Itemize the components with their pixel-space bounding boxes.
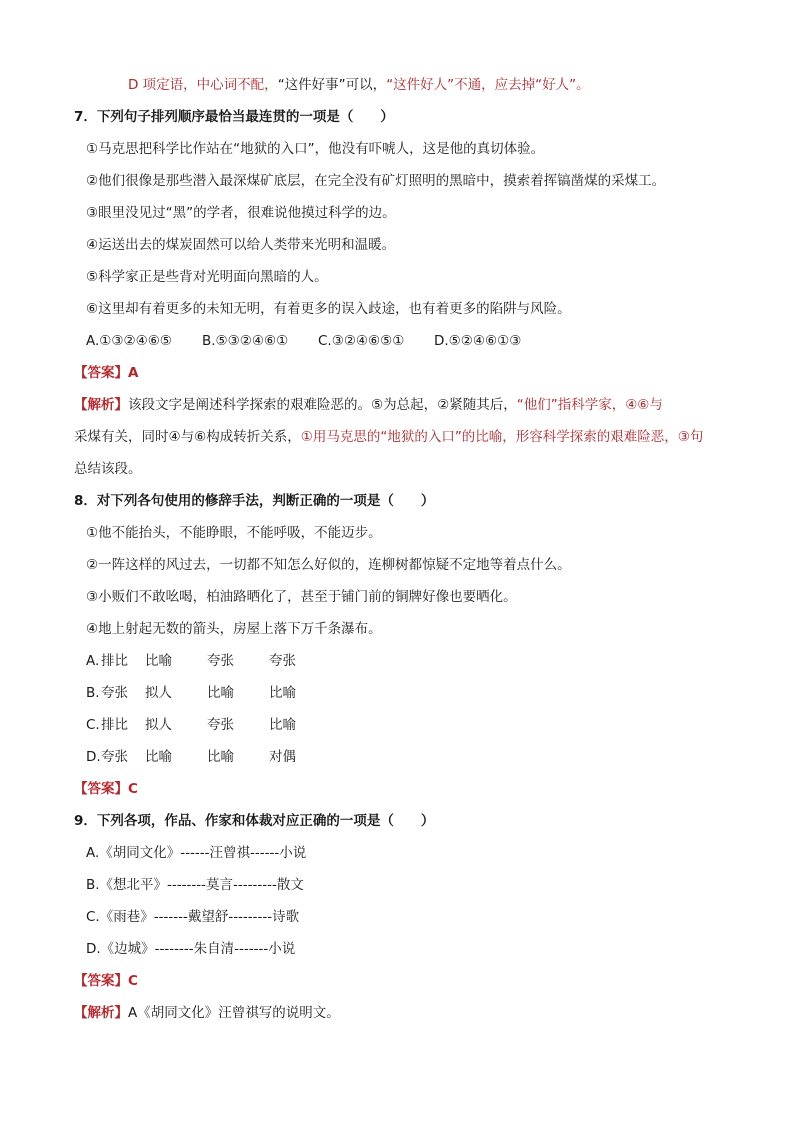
q8-option-c-item-1: 排比 bbox=[101, 717, 128, 733]
q8-option-b-letter: B. bbox=[86, 685, 100, 701]
q8-option-a-letter: A. bbox=[86, 653, 100, 669]
q7-analysis-1-black: 该段文字是阐述科学探索的艰难险恶的。⑤为总起，②紧随其后， bbox=[128, 397, 517, 413]
q8-stem: 8．对下列各句使用的修辞手法，判断正确的一项是（ ） bbox=[74, 493, 435, 509]
q8-sentence-4: ④地上射起无数的箭头，房屋上落下万千条瀑布。 bbox=[86, 621, 382, 637]
q7-answer bbox=[74, 363, 138, 383]
q9-stem: 9．下列各项，作品、作家和体裁对应正确的一项是（ ） bbox=[74, 813, 435, 829]
q9-answer-value: C bbox=[128, 973, 138, 989]
q7-analysis-2-black: 采煤有关，同时④与⑥构成转折关系， bbox=[74, 429, 301, 445]
q7-option-d: D.⑤②④⑥①③ bbox=[434, 333, 522, 349]
q8-option-b-item-2: 拟人 bbox=[145, 685, 172, 701]
q8-option-a-item-3: 夸张 bbox=[207, 653, 234, 669]
q8-sentence-1: ①他不能抬头，不能睁眼，不能呼吸，不能迈步。 bbox=[86, 525, 382, 541]
q8-option-a-item-1: 排比 bbox=[101, 653, 128, 669]
q8-option-c bbox=[86, 715, 296, 735]
q9-answer bbox=[74, 971, 138, 991]
q7-stem: 7．下列句子排列顺序最恰当最连贯的一项是（ ） bbox=[74, 109, 394, 125]
q7-sentence-4: ④运送出去的煤炭固然可以给人类带来光明和温暖。 bbox=[86, 237, 396, 253]
q8-option-a-item-2: 比喻 bbox=[145, 653, 172, 669]
q8-option-c-item-4: 比喻 bbox=[269, 717, 296, 733]
q9-analysis-label: 【解析】 bbox=[74, 1005, 128, 1021]
q7-option-a: A.①③②④⑥⑤ bbox=[86, 333, 172, 349]
q9-option-d: D.《边城》--------朱自清-------小说 bbox=[86, 941, 296, 957]
q8-option-c-letter: C. bbox=[86, 717, 100, 733]
q8-option-d-letter: D. bbox=[86, 749, 101, 765]
q8-option-d bbox=[86, 747, 296, 767]
q8-option-c-item-3: 夸张 bbox=[207, 717, 234, 733]
q9-answer-label: 【答案】 bbox=[74, 973, 128, 989]
q8-answer bbox=[74, 779, 138, 799]
q8-option-d-item-2: 比喻 bbox=[145, 749, 172, 765]
q8-option-b-item-1: 夸张 bbox=[101, 685, 128, 701]
q6-tail-black: “这件好事”可以， bbox=[277, 77, 387, 93]
q9-option-c: C.《雨巷》-------戴望舒---------诗歌 bbox=[86, 909, 300, 925]
q8-option-b bbox=[86, 683, 296, 703]
q9-option-b: B.《想北平》--------莫言---------散文 bbox=[86, 877, 304, 893]
q8-answer-value: C bbox=[128, 781, 138, 797]
q6-tail-prefix: D 项定语，中心词不配， bbox=[128, 77, 278, 93]
q8-sentence-3: ③小贩们不敢吆喝，柏油路晒化了，甚至于铺门前的铜牌好像也要晒化。 bbox=[86, 589, 517, 605]
q7-option-b: B.⑤③②④⑥① bbox=[202, 333, 289, 349]
q8-option-d-item-3: 比喻 bbox=[207, 749, 234, 765]
q8-option-d-item-4: 对偶 bbox=[269, 749, 296, 765]
q6-tail-red: “这件好人”不通，应去掉“好人”。 bbox=[386, 77, 590, 93]
q7-sentence-1: ①马克思把科学比作站在“地狱的入口”，他没有吓唬人，这是他的真切体验。 bbox=[86, 141, 545, 157]
q7-options bbox=[86, 331, 521, 351]
q9-option-a: A.《胡同文化》------汪曾祺------小说 bbox=[86, 845, 307, 861]
q7-analysis-line-3: 总结该段。 bbox=[74, 461, 142, 477]
q7-answer-value: A bbox=[128, 365, 139, 381]
q7-analysis-line-2 bbox=[74, 427, 703, 447]
q8-option-c-item-2: 拟人 bbox=[145, 717, 172, 733]
q7-analysis-1-red: “他们”指科学家，④⑥与 bbox=[516, 397, 663, 413]
q7-analysis-line-1 bbox=[74, 395, 663, 415]
q8-answer-label: 【答案】 bbox=[74, 781, 128, 797]
q7-sentence-3: ③眼里没见过“黑”的学者，很难说他摸过科学的边。 bbox=[86, 205, 396, 221]
q9-analysis bbox=[74, 1003, 340, 1023]
q8-option-b-item-4: 比喻 bbox=[269, 685, 296, 701]
q8-option-a-item-4: 夸张 bbox=[269, 653, 296, 669]
q8-option-d-item-1: 夸张 bbox=[101, 749, 128, 765]
q7-answer-label: 【答案】 bbox=[74, 365, 128, 381]
q6-analysis-tail bbox=[128, 75, 590, 95]
q7-analysis-2-red: ①用马克思的“地狱的入口”的比喻，形容科学探索的艰难险恶，③句 bbox=[300, 429, 704, 445]
q8-sentence-2: ②一阵这样的风过去，一切都不知怎么好似的，连柳树都惊疑不定地等着点什么。 bbox=[86, 557, 571, 573]
q7-sentence-5: ⑤科学家正是些背对光明面向黑暗的人。 bbox=[86, 269, 328, 285]
q9-analysis-text: A《胡同文化》汪曾祺写的说明文。 bbox=[128, 1005, 340, 1021]
q8-option-a bbox=[86, 651, 296, 671]
q7-sentence-6: ⑥这里却有着更多的未知无明，有着更多的误入歧途，也有着更多的陷阱与风险。 bbox=[86, 301, 571, 317]
q7-option-c: C.③②④⑥⑤① bbox=[318, 333, 405, 349]
q7-sentence-2: ②他们很像是那些潜入最深煤矿底层，在完全没有矿灯照明的黑暗中，摸索着挥镐凿煤的采煤工。 bbox=[86, 173, 666, 189]
q7-analysis-label: 【解析】 bbox=[74, 397, 128, 413]
q8-option-b-item-3: 比喻 bbox=[207, 685, 234, 701]
